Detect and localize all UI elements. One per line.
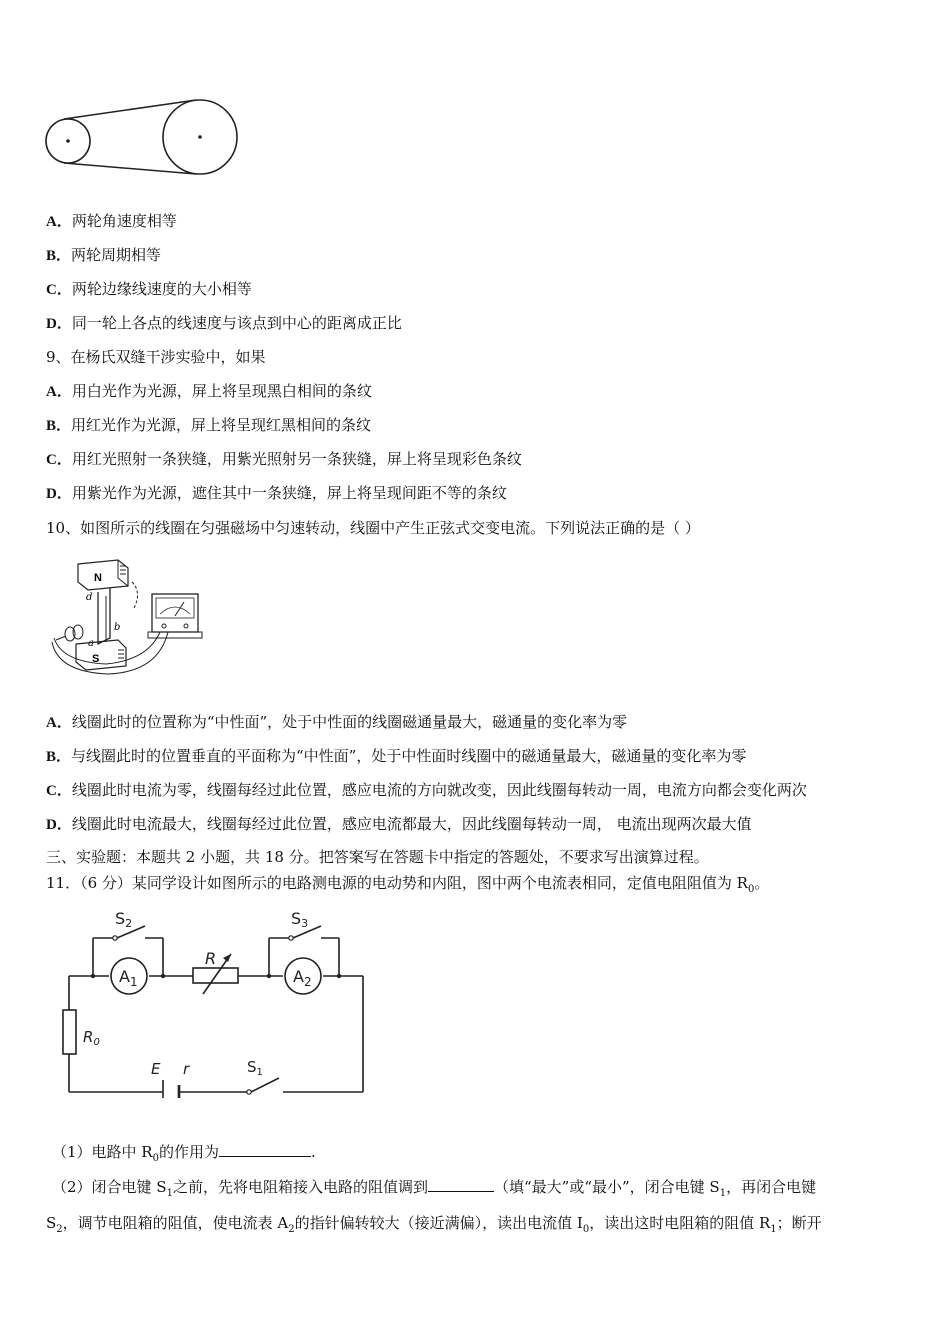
section-3-heading: 三、实验题：本题共 2 小题，共 18 分。把答案写在答题卡中指定的答题处，不要求写出演算过程。	[46, 848, 709, 866]
resistance-box-label: R	[205, 949, 217, 968]
q11-stem: 11．（6 分）某同学设计如图所示的电路测电源的电动势和内阻，图中两个电流表相同，定值电阻阻值为 $R_0$。	[46, 874, 770, 895]
emf-e-label: E	[151, 1060, 161, 1078]
internal-r-label: r	[183, 1060, 190, 1078]
circuit-diagram	[55, 902, 380, 1098]
ammeter-a2-label: $A_2$	[293, 967, 312, 989]
q8-option-a: A．两轮角速度相等	[46, 212, 177, 230]
s1-label: $S_1$	[247, 1058, 263, 1078]
q8-option-c: C．两轮边缘线速度的大小相等	[46, 280, 252, 298]
q10-option-b: B．与线圈此时的位置垂直的平面称为“中性面”，处于中性面时线圈中的磁通量最大，磁通量的变化率为零	[46, 747, 747, 765]
answer-blank-1[interactable]	[219, 1141, 311, 1157]
q9-stem: 9、在杨氏双缝干涉实验中，如果	[46, 348, 266, 366]
q9-option-d: D．用紫光作为光源，遮住其中一条狭缝，屏上将呈现间距不等的条纹	[46, 484, 507, 502]
q9-option-c: C．用红光照射一条狭缝，用紫光照射另一条狭缝，屏上将呈现彩色条纹	[46, 450, 522, 468]
magnet-n-label: N	[94, 572, 102, 584]
pulley-belt-figure	[40, 96, 250, 182]
q9-option-b: B．用红光作为光源，屏上将呈现红黑相间的条纹	[46, 416, 372, 434]
q10-option-d: D．线圈此时电流最大，线圈每经过此位置，感应电流都最大，因此线圈每转动一周， 电流出现两次最大值	[46, 815, 752, 833]
ammeter-a1-label: $A_1$	[119, 967, 138, 989]
q10-stem: 10、如图所示的线圈在匀强磁场中匀速转动，线圈中产生正弦式交变电流。下列说法正确的是（ ）	[46, 519, 700, 537]
q9-option-a: A．用白光作为光源，屏上将呈现黑白相间的条纹	[46, 382, 372, 400]
q11-part-2-line-1: （2）闭合电键 $S_1$之前，先将电阻箱接入电路的阻值调到 （填“最大”或“最小”，闭合电键 $S_1$，再闭合电键	[52, 1178, 817, 1199]
answer-blank-2[interactable]	[428, 1176, 494, 1192]
q11-part-1: （1）电路中 $R_0$的作用为 .	[52, 1143, 316, 1164]
q8-option-d: D．同一轮上各点的线速度与该点到中心的距离成正比	[46, 314, 402, 332]
q8-option-b: B．两轮周期相等	[46, 246, 162, 264]
q10-option-c: C．线圈此时电流为零，线圈每经过此位置，感应电流的方向就改变，因此线圈每转动一周，电流方向都会变化两次	[46, 781, 807, 799]
s2-label: S2	[115, 909, 133, 930]
s3-label: S3	[291, 909, 309, 930]
q10-option-a: A．线圈此时的位置称为“中性面”，处于中性面的线圈磁通量最大，磁通量的变化率为零	[46, 713, 628, 731]
r0-label: $R_0$	[83, 1028, 100, 1048]
q11-part-2-line-2: $S_2$，调节电阻箱的阻值，使电流表 $A_2$的指针偏转较大（接近满偏），读出电流值 $I_0$，读出这时电阻箱的阻值 $R_1$；断开	[46, 1214, 822, 1235]
coil-a-label: a	[88, 638, 94, 649]
coil-b-label: b	[114, 622, 121, 633]
coil-d-label: d	[86, 592, 93, 603]
generator-coil-figure	[48, 552, 208, 677]
magnet-s-label: S	[92, 653, 100, 665]
